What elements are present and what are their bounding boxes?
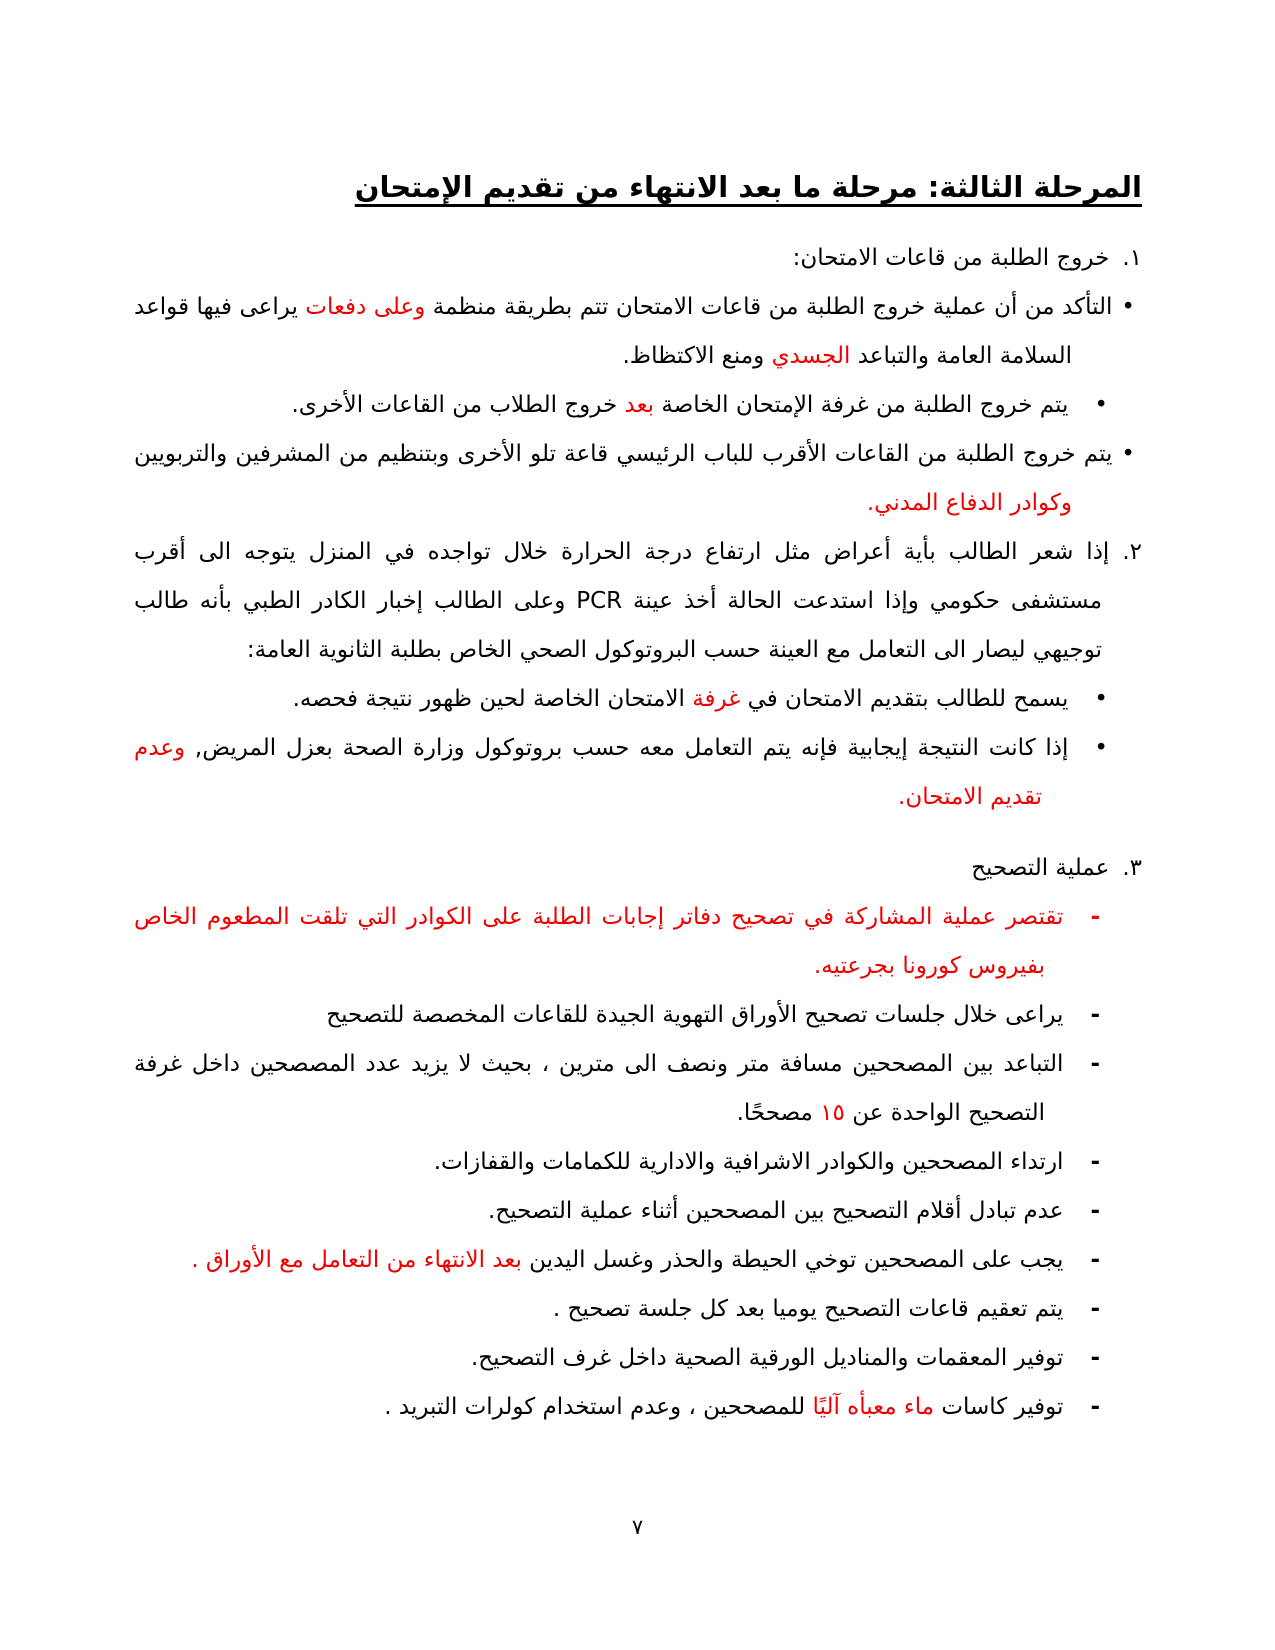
- text-segment: عملية التصحيح: [971, 855, 1110, 881]
- list-marker: -: [1090, 1394, 1100, 1420]
- list-marker: -: [1090, 1247, 1100, 1273]
- text-segment: يسمح للطالب بتقديم الامتحان في: [740, 686, 1069, 712]
- list-item: [134, 430, 1142, 528]
- procedures-list: [134, 234, 1142, 1432]
- text-segment: يراعى فيها قواعد السلامة العامة والتباعد: [134, 294, 1072, 369]
- text-segment: عدم تبادل أقلام التصحيح بين المصححين أثناء عملية التصحيح.: [488, 1198, 1064, 1224]
- list-item: [134, 893, 1142, 991]
- highlighted-text-segment: وكوادر الدفاع المدني.: [866, 490, 1072, 516]
- text-segment: مصححًا.: [736, 1100, 821, 1126]
- list-marker: -: [1090, 1345, 1100, 1371]
- list-item: [134, 844, 1142, 893]
- highlighted-text-segment: تقتصر عملية المشاركة في تصحيح دفاتر إجابات الطلبة على الكوادر التي تلقت المطعوم الخاص بفيروس كورونا بجرعتيه.: [134, 904, 1064, 979]
- highlighted-text-segment: بعد: [624, 392, 655, 418]
- list-marker: •: [1094, 392, 1108, 418]
- page-title: المرحلة الثالثة: مرحلة ما بعد الانتهاء من تقديم الإمتحان: [354, 170, 1142, 204]
- list-marker: -: [1090, 1198, 1100, 1224]
- list-marker: •: [1094, 686, 1108, 712]
- list-marker: -: [1090, 1002, 1100, 1028]
- text-segment: التباعد بين المصححين مسافة متر ونصف الى مترين ، بحيث لا يزيد عدد المصصحين داخل غرفة التصحيح الواحدة عن: [134, 1051, 1064, 1126]
- text-segment: توفير المعقمات والمناديل الورقية الصحية داخل غرف التصحيح.: [471, 1345, 1064, 1371]
- list-marker: •: [1094, 735, 1108, 761]
- list-item: [134, 675, 1142, 724]
- highlighted-text-segment: وعدم تقديم الامتحان.: [134, 735, 1042, 810]
- text-segment: إذا كانت النتيجة إيجابية فإنه يتم التعامل معه حسب بروتوكول وزارة الصحة بعزل المريض,: [185, 735, 1069, 761]
- page-number: ٧: [631, 1515, 644, 1539]
- text-segment: للمصححين ، وعدم استخدام كولرات التبريد .: [384, 1394, 813, 1420]
- list-item: [134, 724, 1142, 822]
- list-item: [134, 234, 1142, 283]
- text-segment: خروج الطلاب من القاعات الأخرى.: [291, 392, 625, 418]
- highlighted-text-segment: غرفة: [692, 686, 741, 712]
- list-item: [134, 283, 1142, 381]
- list-marker: -: [1090, 904, 1100, 930]
- list-item: [134, 991, 1142, 1040]
- highlighted-text-segment: بعد الانتهاء من التعامل مع الأوراق .: [191, 1247, 522, 1273]
- text-segment: ارتداء المصححين والكوادر الاشرافية والادارية للكمامات والقفازات.: [433, 1149, 1064, 1175]
- list-item: [134, 1285, 1142, 1334]
- list-marker: -: [1090, 1051, 1100, 1077]
- highlighted-text-segment: ١٥: [820, 1100, 845, 1126]
- list-marker: -: [1090, 1149, 1100, 1175]
- list-marker: •: [1121, 441, 1135, 467]
- highlighted-text-segment: ماء معبأه آليًا: [812, 1394, 935, 1420]
- list-item: [134, 1040, 1142, 1138]
- text-segment: يتم خروج الطلبة من القاعات الأقرب للباب الرئيسي قاعة تلو الأخرى وبتنظيم من المشرفين والتربويين: [134, 441, 1113, 467]
- document-content: [134, 166, 1142, 1432]
- text-segment: إذا شعر الطالب بأية أعراض مثل ارتفاع درجة الحرارة خلال تواجده في المنزل يتوجه الى أقرب مستشفى حكومي وإذا استدعت الحالة أخذ عينة PCR وعلى الطالب إخبار الكادر الطبي بأنه طالب توجيهي ليصار الى التعامل مع العينة حسب البروتوكول الصحي الخاص بطلبة الثانوية العامة:: [134, 539, 1110, 663]
- highlighted-text-segment: الجسدي: [771, 343, 851, 369]
- text-segment: ومنع الاكتظاظ.: [622, 343, 772, 369]
- text-segment: خروج الطلبة من قاعات الامتحان:: [792, 245, 1110, 271]
- list-item: [134, 1187, 1142, 1236]
- list-item: [134, 1236, 1142, 1285]
- list-item: [134, 1138, 1142, 1187]
- text-segment: يتم خروج الطلبة من غرفة الإمتحان الخاصة: [654, 392, 1069, 418]
- list-marker: •: [1121, 294, 1135, 320]
- list-item: [134, 381, 1142, 430]
- text-segment: يراعى خلال جلسات تصحيح الأوراق التهوية الجيدة للقاعات المخصصة للتصحيح: [326, 1002, 1064, 1028]
- text-segment: التأكد من أن عملية خروج الطلبة من قاعات الامتحان تتم بطريقة منظمة: [425, 294, 1113, 320]
- list-marker: -: [1090, 1296, 1100, 1322]
- list-marker: ٢.: [1122, 539, 1142, 565]
- list-item: [134, 1334, 1142, 1383]
- list-item: [134, 1383, 1142, 1432]
- text-segment: توفير كاسات: [934, 1394, 1064, 1420]
- text-segment: الامتحان الخاصة لحين ظهور نتيجة فحصه.: [292, 686, 693, 712]
- list-marker: ٣.: [1122, 855, 1142, 881]
- list-marker: ١.: [1122, 245, 1142, 271]
- text-segment: يتم تعقيم قاعات التصحيح يوميا بعد كل جلسة تصحيح .: [552, 1296, 1064, 1322]
- list-item: [134, 528, 1142, 675]
- text-segment: يجب على المصححين توخي الحيطة والحذر وغسل اليدين: [521, 1247, 1064, 1273]
- highlighted-text-segment: وعلى دفعات: [305, 294, 426, 320]
